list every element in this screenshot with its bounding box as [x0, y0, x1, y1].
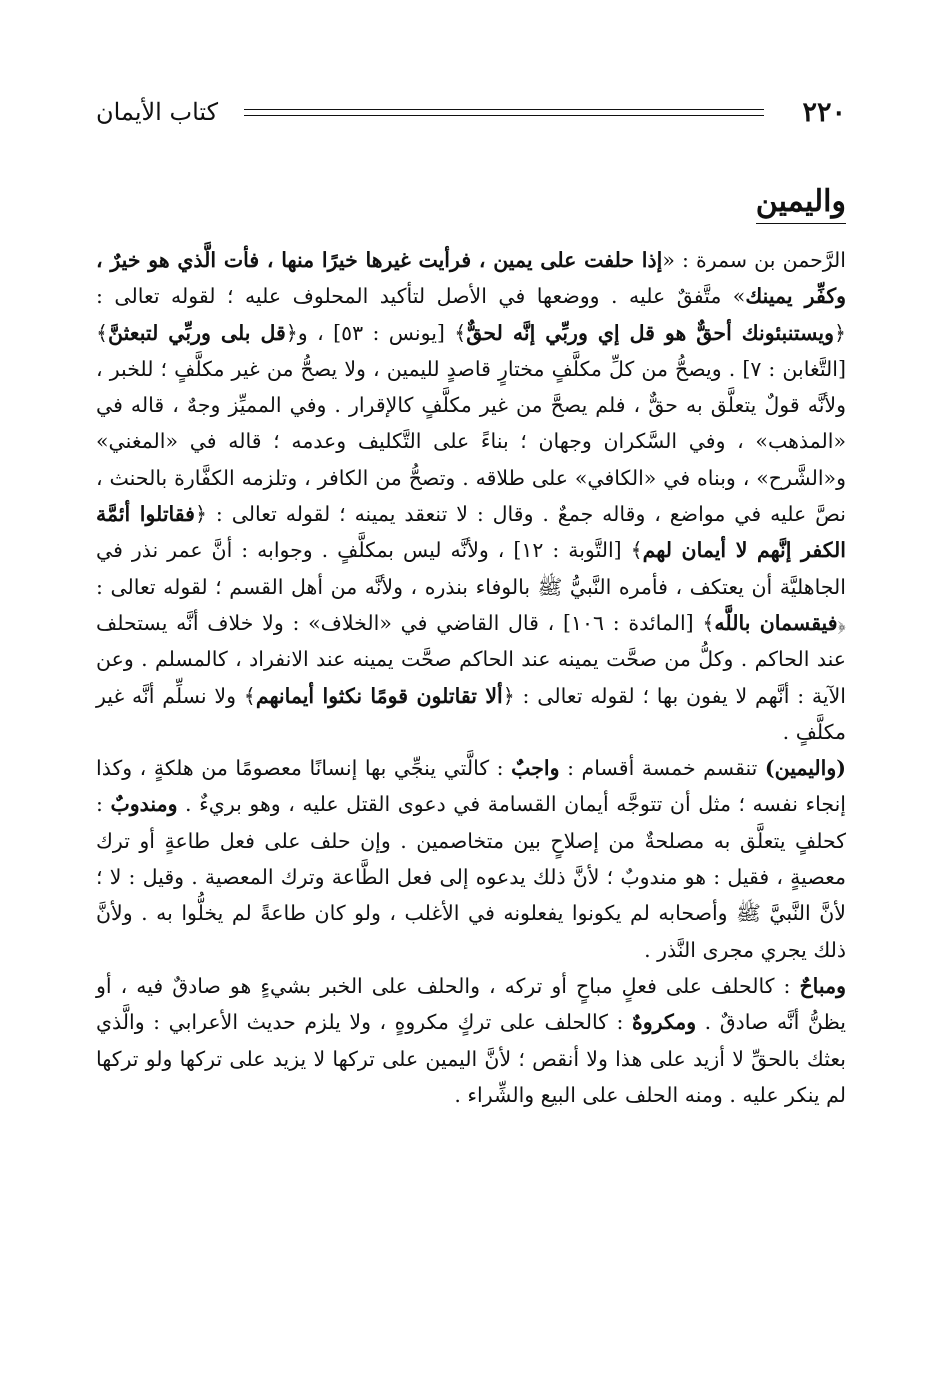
bold-text-segment: ألا تقاتلون قومًا نكثوا أيمانهم — [255, 683, 503, 708]
paragraph — [96, 968, 846, 1113]
body-text — [96, 242, 846, 1113]
text-segment: : كالحلف على فعلٍ مباحٍ أو تركه ، والحلف على الخبر بشيءٍ هو صادقٌ فيه ، أو يظنُّ أنَّه صادقٌ . — [96, 973, 847, 1035]
bold-text-segment: واجبٌ — [511, 756, 560, 781]
bold-text-segment: ومكروهٌ — [632, 1010, 697, 1035]
text-segment: الرَّحمن بن سمرة : « — [662, 248, 846, 272]
bold-text-segment: إذا حلفت على يمين ، فرأيت غيرها خيرًا منها ، فأت الَّذي هو خيرٌ ، وكفِّر يمينك — [96, 248, 847, 309]
text-segment: ﴾ [التَّوبة : ١٢] ، ولأنَّه ليس بمكلَّفٍ . وجوابه : أنَّ عمر نذر في الجاهليَّة أن يعتكف ، فأمره النَّبيُّ ﷺ بالوفاء بنذره ، ولأنَّه من أهل القسم ؛ لقوله تعالى : ﴿ — [96, 538, 846, 635]
section-title: واليمين — [756, 184, 846, 224]
running-header — [96, 92, 846, 132]
bold-text-segment: ومباحٌ — [799, 973, 846, 998]
bold-text-segment: فيقسمان باللَّه — [714, 610, 838, 635]
page-number: ٢٢٠ — [802, 96, 846, 128]
text-segment: ﴾ [يونس : ٥٣] ، و﴿ — [285, 320, 467, 345]
bold-text-segment: ومندوبٌ — [110, 792, 178, 817]
bold-text-segment: (واليمين) — [764, 756, 846, 781]
text-segment: تنقسم خمسة أقسام : — [559, 756, 765, 781]
bold-text-segment: فقاتلوا أئمَّة الكفر إنَّهم لا أيمان لهم — [96, 502, 846, 563]
paragraph — [96, 242, 846, 750]
text-segment: ﴾ [التَّغابن : ٧] . ويصحُّ من كلِّ مكلَّفٍ مختارٍ قاصدٍ لليمين ، ولا يصحُّ من غير مكلَّفٍ ؛ للخبر ، ولأنَّه قولٌ يتعلَّق به حقٌّ ، فلم يصحَّ من غير مكلَّفٍ كالإقرار . وفي المميِّز وجهٌ ، قاله في «المذهب» ، وفي السَّكران وجهان ؛ بناءً على التَّكليف وعدمه ؛ قاله في «المغني» و«الشَّرح» ، وبناه في «الكافي» على طلاقه . وتصحُّ من الكافر ، وتلزمه الكفَّارة بالحنث ، نصَّ عليه في مواضع ، وقاله جمعٌ . وقال : لا تنعقد يمينه ؛ لقوله تعالى : ﴿ — [96, 320, 846, 527]
header-rule — [244, 109, 764, 116]
book-title: كتاب الأيمان — [96, 98, 219, 126]
paragraph — [96, 750, 846, 968]
text-segment: : كالحلف على تركٍ مكروهٍ ، ولا يلزم حديث الأعرابي : والَّذي بعثك بالحقِّ لا أزيد على هذا ولا أنقص ؛ لأنَّ اليمين على تركها لا يزيد على تركها ولو تركها لم ينكر عليه . ومنه الحلف على البيع والشِّراء . — [96, 1010, 846, 1107]
text-segment: ﴾ ولا نسلِّم أنَّه غير مكلَّفٍ . — [96, 683, 846, 744]
bold-text-segment: ويستنبئونك أحقٌّ هو قل إي وربِّي إنَّه لحقٌّ — [466, 320, 834, 345]
text-segment: » متَّفقٌ عليه . ووضعها في الأصل لتأكيد المحلوف عليه ؛ لقوله تعالى : ﴿ — [96, 284, 846, 345]
text-segment: : كحلفٍ يتعلَّق به مصلحةٌ من إصلاحٍ بين متخاصمين . وإن حلف على فعل طاعةٍ أو ترك معصيةٍ ، فقيل : هو مندوبٌ ؛ لأنَّ ذلك يدعوه إلى فعل الطَّاعة وترك المعصية . وقيل : لا ؛ لأنَّ النَّبيَّ ﷺ وأصحابه لم يكونوا يفعلونه في الأغلب ، ولو كان طاعةً لم يخلُّوا به . ولأنَّ ذلك يجري مجرى النَّذر . — [96, 792, 846, 962]
bold-text-segment: قل بلى وربِّي لتبعثنَّ — [108, 320, 286, 345]
text-segment: ﴾ [المائدة : ١٠٦] ، قال القاضي في «الخلاف» : ولا خلاف أنَّه يستحلف عند الحاكم . وكلُّ من صحَّت يمينه عند الحاكم صحَّت يمينه عند الانفراد ، كالمسلم . وعن الآية : أنَّهم لا يفون بها ؛ لقوله تعالى : ﴿ — [96, 610, 847, 708]
text-segment: : كالَّتي ينجِّي بها إنسانًا معصومًا من هلكةٍ ، وكذا إنجاء نفسه ؛ مثل أن تتوجَّه أيمان القسامة في دعوى القتل عليه ، وهو بريءٌ . — [96, 756, 846, 817]
